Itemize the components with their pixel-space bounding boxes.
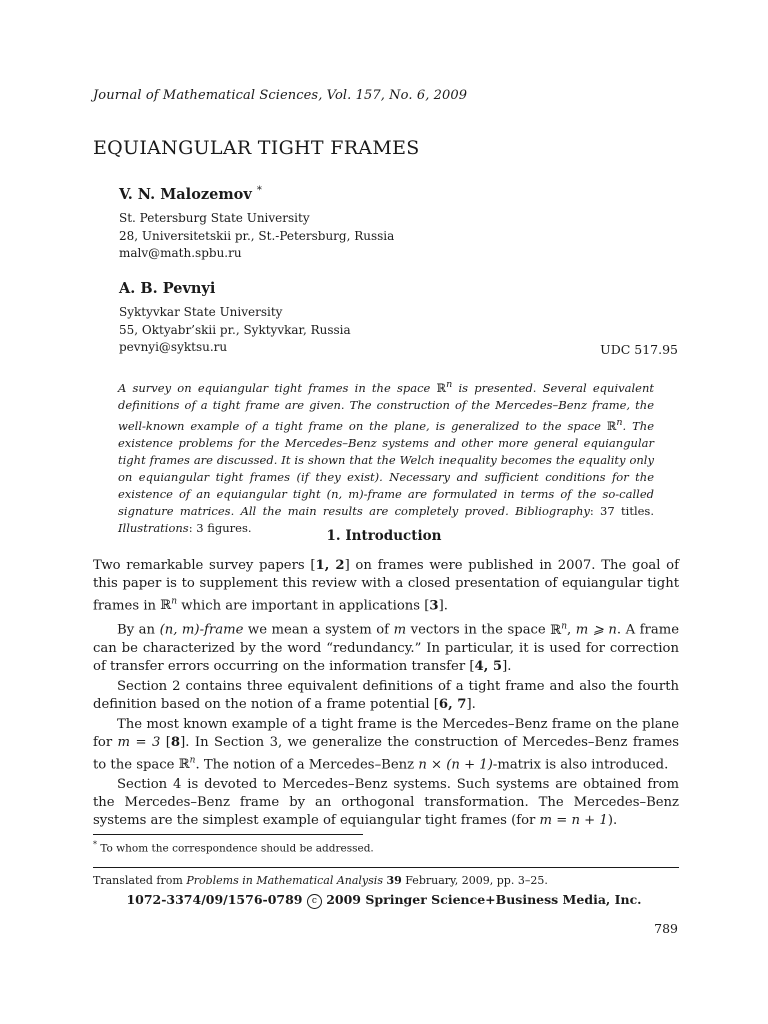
footnote-divider xyxy=(93,834,363,835)
paragraph: Two remarkable survey papers [1, 2] on frames were published in 2007. The goal of this paper is to supplement this review with a closed presentation of equiangular tight frames in ℝ$^n$ which are important in applications [3]. xyxy=(93,558,679,614)
footnote-text: To whom the correspondence should be addressed. xyxy=(97,842,374,855)
abstract-text: Bibliography xyxy=(515,503,590,518)
math-symbol: ℝ$^n$ xyxy=(550,621,568,638)
paragraph: By an (n, m)-frame we mean a system of m vectors in the space ℝ$^n$, m ⩾ n. A frame can be characterized by the word “redundancy.” In particular, it is used for correction of transfer errors occurring on the information transfer [4, 5]. xyxy=(93,621,680,674)
copyright-line: 1072-3374/09/1576-0789 c 2009 Springer Science+Business Media, Inc. xyxy=(126,892,642,907)
citation-link[interactable]: 3 xyxy=(429,598,439,614)
affiliation-line: 55, Oktyabr’skii pr., Syktyvkar, Russia xyxy=(119,322,351,337)
citation-link[interactable]: 4, 5 xyxy=(474,658,503,674)
udc-code: UDC 517.95 xyxy=(600,342,678,357)
math-symbol: ℝ$^n$ xyxy=(178,755,196,773)
abstract xyxy=(118,376,654,537)
abstract-text: Illustrations xyxy=(118,520,189,535)
math-symbol: ℝ xyxy=(436,380,447,395)
author-name xyxy=(119,280,215,297)
author-email: malv@math.spbu.ru xyxy=(119,246,242,260)
math-symbol: (n, m) xyxy=(326,486,364,501)
abstract-text: : 37 titles. xyxy=(589,503,654,518)
journal-citation: Journal of Mathematical Sciences, Vol. 157, No. 6, 2009 xyxy=(93,88,468,103)
paragraph: The most known example of a tight frame is the Mercedes–Benz frame on the plane for m = 3 [8]. In Section 3, we generalize the construction of Mercedes–Benz frames to the space ℝ$^n$. The notion of a Mercedes–Benz n × (n + 1)-matrix is also introduced. xyxy=(93,716,679,773)
page-number: 789 xyxy=(654,921,678,936)
page-divider xyxy=(93,867,679,868)
affiliation-line: 28, Universitetskii pr., St.-Petersburg, Russia xyxy=(119,228,395,243)
author-email: pevnyi@syktsu.ru xyxy=(119,340,228,354)
translation-note: Translated from Problems in Mathematical Analysis 39 February, 2009, pp. 3–25. xyxy=(93,874,548,887)
paper-title: EQUIANGULAR TIGHT FRAMES xyxy=(93,137,420,159)
copyright-symbol: c xyxy=(307,894,322,909)
affiliation-line: Syktyvkar State University xyxy=(119,305,283,319)
section-heading: 1. Introduction xyxy=(326,528,442,544)
math-symbol: n xyxy=(446,379,453,390)
abstract-text: A survey on equiangular tight frames in the space xyxy=(118,380,437,395)
affiliation-line: St. Petersburg State University xyxy=(119,211,310,225)
body-text xyxy=(93,557,679,832)
math-symbol: ℝ$^n$ xyxy=(160,597,177,614)
abstract-text: . The existence problems for the Mercedes–Benz systems and other more general equiangular tight frames are discussed. It is shown that the Welch inequality becomes the equality only on equiangular tight frames (if they exist). Necessary and sufficient conditions for the existence of an equiangular tight xyxy=(118,418,655,501)
math-symbol: ℝ xyxy=(606,418,617,433)
author-name-text: V. N. Malozemov xyxy=(119,185,252,203)
abstract-text: : 3 figures. xyxy=(188,520,252,535)
footnote xyxy=(93,840,374,855)
author-affiliation xyxy=(119,304,351,357)
author-name xyxy=(119,185,262,203)
abstract-text: is presented. Several equivalent definitions of a tight frame are given. The construction of the Mercedes–Benz frame, the well-known example of a tight frame on the plane, is generalized to the space xyxy=(118,380,654,433)
author-footnote-mark: * xyxy=(256,185,262,196)
author-name-text: A. B. Pevnyi xyxy=(119,280,216,297)
footnote-mark: * xyxy=(93,840,97,849)
author-affiliation xyxy=(119,210,394,263)
citation-link[interactable]: 6, 7 xyxy=(438,696,467,712)
abstract-text: -frame are formulated in terms of the so-called signature matrices. All the main results are completely proved. xyxy=(118,486,654,518)
paragraph: Section 2 contains three equivalent definitions of a tight frame and also the fourth definition based on the notion of a frame potential [6, 7]. xyxy=(93,678,679,712)
citation-link[interactable]: 8 xyxy=(170,734,181,750)
paragraph: Section 4 is devoted to Mercedes–Benz systems. Such systems are obtained from the Mercedes–Benz frame by an orthogonal transformation. The Mercedes–Benz systems are the simplest example of equiangular tight frames (for m = n + 1). xyxy=(93,777,679,829)
math-symbol: n xyxy=(616,416,623,428)
citation-link[interactable]: 1, 2 xyxy=(315,558,345,573)
